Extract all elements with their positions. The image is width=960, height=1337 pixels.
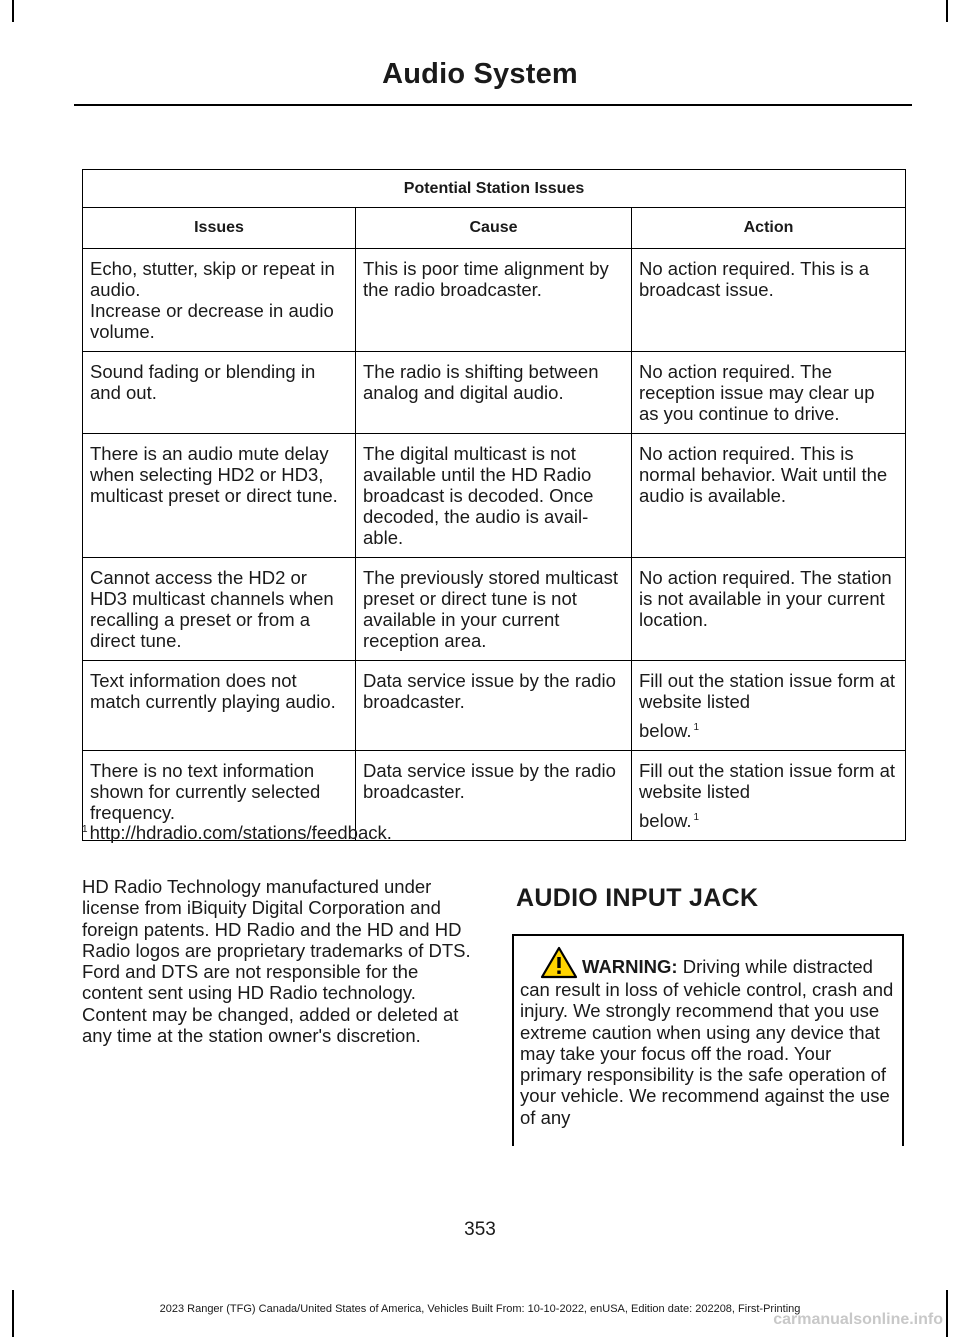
edition-line: 2023 Ranger (TFG) Canada/United States of America, Vehicles Built From: 10-10-2022, enUSA, Edition date: 202208, First-Printing — [159, 1303, 801, 1315]
watermark-logo — [738, 1305, 948, 1331]
section-heading: AUDIO INPUT JACK — [516, 884, 759, 912]
cause-cell: The previously stored multicast preset or direct tune is not available in your current reception area. — [356, 558, 632, 661]
action-below-line — [639, 720, 899, 741]
footnote-reference: 1 — [693, 721, 700, 733]
warning-triangle-icon — [540, 946, 578, 979]
action-cell — [632, 661, 906, 751]
issue-cell: There is no text information shown for currently selected frequency. — [83, 751, 356, 841]
action-below: below. — [639, 720, 692, 741]
cause-cell: This is poor time alignment by the radio broadcaster. — [356, 249, 632, 352]
station-issues-table — [82, 169, 906, 841]
cause-cell: The digital multicast is not available until the HD Radio broadcast is decoded. Once decoded, the audio is avail-able. — [356, 434, 632, 558]
column-header-cause: Cause — [356, 208, 632, 249]
column-header-issues: Issues — [83, 208, 356, 249]
action-below-line — [639, 810, 899, 831]
hd-radio-legal-text: HD Radio Technology manufactured under license from iBiquity Digital Corporation and foreign patents. HD Radio and the HD and HD Radio logos are proprietary trademarks of DTS. Ford and DTS are not responsible for the content sent using HD Radio technology. Content may be changed, added or deleted at any time at the station owner's discretion. — [82, 876, 471, 1047]
table-header-row — [83, 208, 906, 249]
page-number: 353 — [464, 1219, 496, 1240]
table-row — [83, 249, 906, 352]
action-cell: No action required. This is normal behavior. Wait until the audio is available. — [632, 434, 906, 558]
warning-label: WARNING: — [582, 956, 678, 977]
crop-mark — [946, 0, 948, 22]
cause-cell: The radio is shifting between analog and digital audio. — [356, 352, 632, 434]
issue-cell: Cannot access the HD2 or HD3 multicast channels when recalling a preset or from a direct tune. — [83, 558, 356, 661]
action-cell: No action required. This is a broadcast issue. — [632, 249, 906, 352]
table-title-row — [83, 170, 906, 208]
issue-line: Echo, stutter, skip or repeat in audio. — [90, 258, 335, 300]
table-row — [83, 661, 906, 751]
cause-cell: Data service issue by the radio broadcaster. — [356, 751, 632, 841]
action-cell: No action required. The station is not available in your current location. — [632, 558, 906, 661]
page-title: Audio System — [382, 58, 578, 90]
footnote-reference: 1 — [693, 811, 700, 823]
table-row — [83, 434, 906, 558]
footnote-mark: 1 — [82, 823, 88, 835]
cause-cell: Data service issue by the radio broadcaster. — [356, 661, 632, 751]
issue-line: Increase or decrease in audio volume. — [90, 300, 334, 342]
warning-text: Driving while distracted can result in loss of vehicle control, crash and injury. We strongly recommend that you use extreme caution when using any device that may take your focus off the road. Your primary responsibility is the safe operation of your vehicle. We recommend against the use of any — [520, 956, 894, 1128]
table-row — [83, 558, 906, 661]
action-cell: No action required. The reception issue may clear up as you continue to drive. — [632, 352, 906, 434]
header-divider — [74, 104, 912, 106]
action-text: Fill out the station issue form at website listed — [639, 760, 896, 802]
action-text: Fill out the station issue form at website listed — [639, 670, 896, 712]
issue-cell: Text information does not match currently playing audio. — [83, 661, 356, 751]
issue-cell — [83, 249, 356, 352]
footnote-url[interactable]: http://hdradio.com/stations/feedback. — [89, 822, 392, 843]
crop-mark — [12, 0, 14, 22]
table-row — [83, 352, 906, 434]
svg-text:carmanualsonline.info: carmanualsonline.info — [773, 1311, 943, 1328]
table-title: Potential Station Issues — [83, 170, 906, 208]
issue-cell: There is an audio mute delay when selecting HD2 or HD3, multicast preset or direct tune. — [83, 434, 356, 558]
warning-box — [512, 934, 904, 1146]
action-cell — [632, 751, 906, 841]
issue-cell: Sound fading or blending in and out. — [83, 352, 356, 434]
column-header-action: Action — [632, 208, 906, 249]
table-footnote — [82, 822, 392, 844]
action-below: below. — [639, 810, 692, 831]
